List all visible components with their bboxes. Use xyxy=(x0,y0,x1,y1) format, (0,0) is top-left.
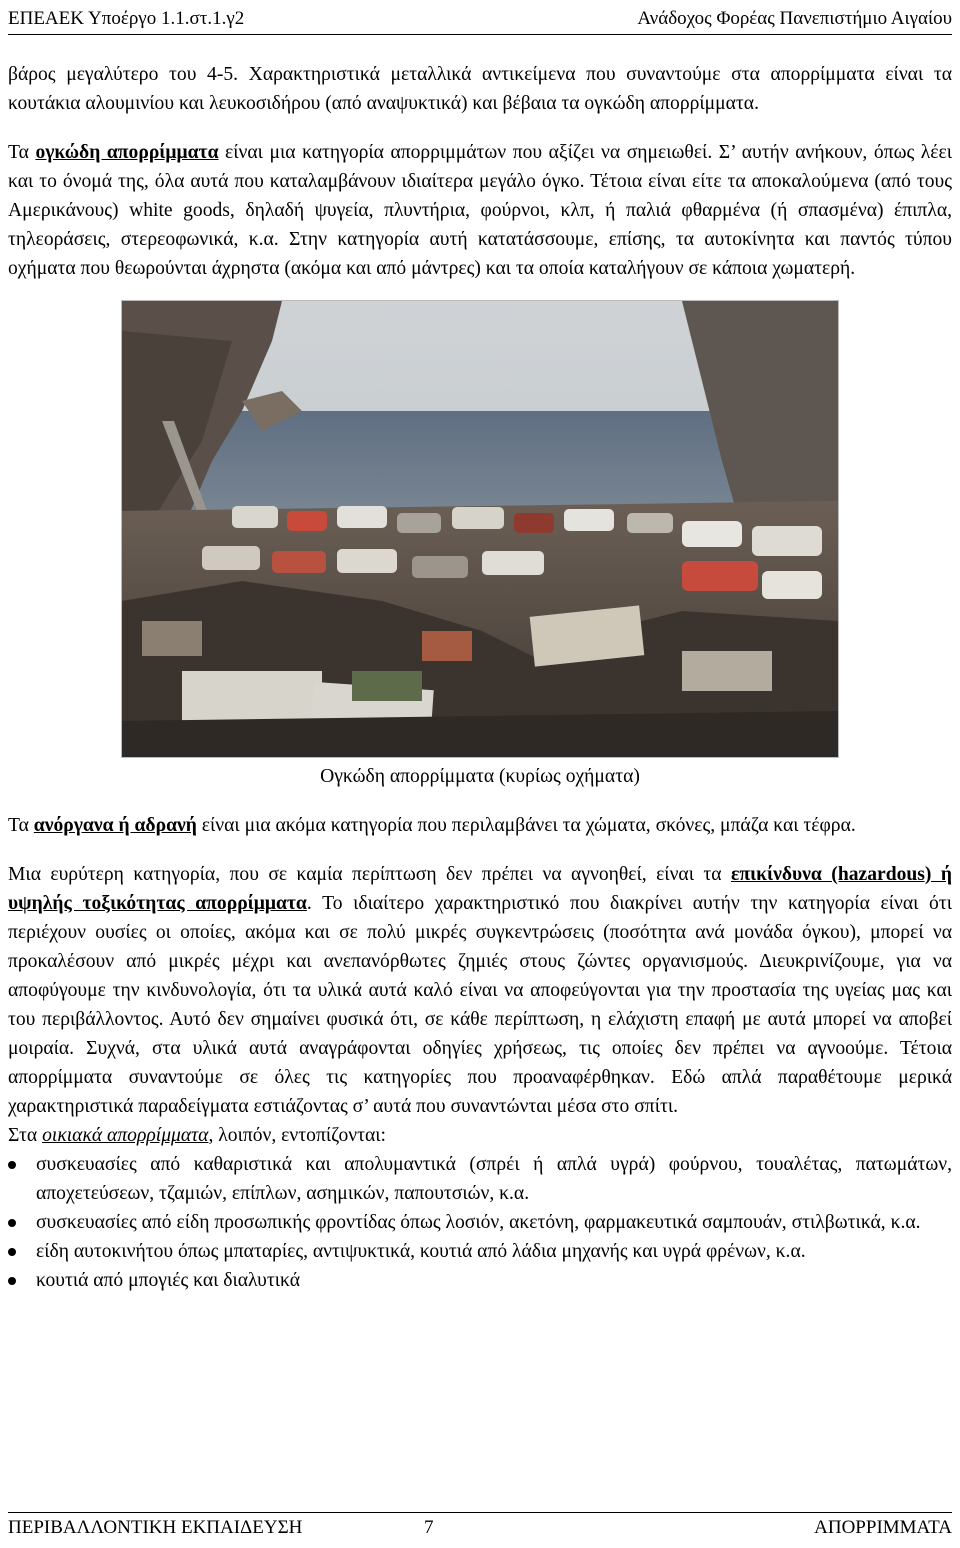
document-body xyxy=(8,60,952,1295)
paragraph-bulky-waste: Τα ογκώδη απορρίμματα είναι μια κατηγορία απορριμμάτων που αξίζει να σημειωθεί. Σ’ αυτήν ανήκουν, όπως λέει και το όνομά της, όλα αυτά που καταλαμβάνουν ιδιαίτερα μεγάλο όγκο. Τέτοια είναι είτε τα αποκαλούμενα (από τους Αμερικάνους) white goods, δηλαδή ψυγεία, πλυντήρια, φούρνοι, κλπ, ή παλιά φθαρμένα (ή σπασμένα) έπιπλα, τηλεοράσεις, στερεοφωνικά, κ.α. Στην κατηγορία αυτή κατατάσσουμε, επίσης, τα αυτοκίνητα και παντός τύπου οχήματα που θεωρούνται άχρηστα (ακόμα και από μάντρες) και τα οποία καταλήγουν σε κάποια χωματερή. xyxy=(8,142,952,279)
page-header xyxy=(8,6,952,35)
junkyard-photo-drawing xyxy=(122,301,838,757)
paragraph-metals: βάρος μεγαλύτερο του 4-5. Χαρακτηριστικά μεταλλικά αντικείμενα που συναντούμε στα απορρίμματα είναι τα κουτάκια αλουμινίου και λευκοσιδήρου (από αναψυκτικά) και βέβαια τα ογκώδη απορρίμματα. xyxy=(8,64,952,114)
page-footer xyxy=(8,1512,952,1543)
paragraph-household-intro: Στα οικιακά απορρίμματα, λοιπόν, εντοπίζονται: xyxy=(8,1125,386,1146)
list-item: είδη αυτοκινήτου όπως μπαταρίες, αντιψυκτικά, κουτιά από λάδια μηχανής και υγρά φρένων, κ.α. xyxy=(8,1237,952,1266)
paragraph-hazardous-waste: Μια ευρύτερη κατηγορία, που σε καμία περίπτωση δεν πρέπει να αγνοηθεί, είναι τα επικίνδυνα (hazardous) ή υψηλής τοξικότητας απορρίμματα. Το ιδιαίτερο χαρακτηριστικό που διακρίνει αυτήν την κατηγορία είναι ότι περιέχουν ουσίες οι οποίες, ακόμα και σε πολύ μικρές συγκεντρώσεις (ποσότητα ανά μονάδα όγκου), μπορεί να προκαλέσουν από μικρές μέχρι και ανεπανόρθωτες ζημιές στους ζώντες οργανισμούς. Διευκρινίζουμε, για να αποφύγουμε την κινδυνολογία, ότι τα υλικά αυτά καλό είναι να αποφεύγονται για την προστασία της υγείας μας και του περιβάλλοντος. Αυτό δεν σημαίνει φυσικά ότι, σε κάθε περίπτωση, η ελάχιστη επαφή με αυτά μπορεί να αποβεί μοιραία. Συχνά, στα υλικά αυτά αναγράφονται οδηγίες χρήσεως, τις οποίες δεν πρέπει να αγνοούμε. Τέτοια απορρίμματα συναντούμε σε όλες τις κατηγορίες που προαναφέρθηκαν. Εδώ απλά παραθέτουμε μερικά χαρακτηριστικά παραδείγματα εστιάζοντας σ’ αυτά που συναντώνται μέσα στο σπίτι. xyxy=(8,864,952,1117)
header-institution-label: Ανάδοχος Φορέας Πανεπιστήμιο Αιγαίου xyxy=(637,8,952,29)
household-hazards-list xyxy=(8,1150,952,1295)
page-number: 7 xyxy=(424,1517,434,1538)
footer-course-title: ΠΕΡΙΒΑΛΛΟΝΤΙΚΗ ΕΚΠΑΙΔΕΥΣΗ xyxy=(8,1517,303,1538)
bullet-icon xyxy=(8,1248,16,1256)
term-inert-waste: ανόργανα ή αδρανή xyxy=(33,815,197,836)
term-hazardous-waste: επικίνδυνα (hazardous) ή υψηλής τοξικότητας απορρίμματα xyxy=(8,864,952,914)
header-project-label: ΕΠΕΑΕΚ Υποέργο 1.1.στ.1.γ2 xyxy=(8,8,245,29)
list-item: συσκευασίες από καθαριστικά και απολυμαντικά (σπρέι ή απλά υγρά) φούρνου, τουαλέτας, πατωμάτων, αποχετεύσεων, τζαμιών, επίπλων, ασημικών, παπουτσιών, κ.α. xyxy=(8,1150,952,1208)
list-item: συσκευασίες από είδη προσωπικής φροντίδας όπως λοσιόν, ακετόνη, φαρμακευτικά σαμπουάν, στιλβωτικά, κ.α. xyxy=(8,1208,952,1237)
junkyard-photo xyxy=(121,300,839,758)
footer-chapter-title: ΑΠΟΡΡΙΜΜΑΤΑ xyxy=(814,1517,952,1538)
term-household-waste: οικιακά απορρίμματα xyxy=(42,1125,209,1146)
term-bulky-waste: ογκώδη απορρίμματα xyxy=(35,142,219,163)
list-item: κουτιά από μπογιές και διαλυτικά xyxy=(8,1266,952,1295)
bullet-icon xyxy=(8,1161,16,1169)
bullet-icon xyxy=(8,1277,16,1285)
paragraph-inert-waste: Τα ανόργανα ή αδρανή είναι μια ακόμα κατηγορία που περιλαμβάνει τα χώματα, σκόνες, μπάζα και τέφρα. xyxy=(8,815,856,836)
bullet-icon xyxy=(8,1219,16,1227)
figure-caption: Ογκώδη απορρίμματα (κυρίως οχήματα) xyxy=(320,766,640,787)
